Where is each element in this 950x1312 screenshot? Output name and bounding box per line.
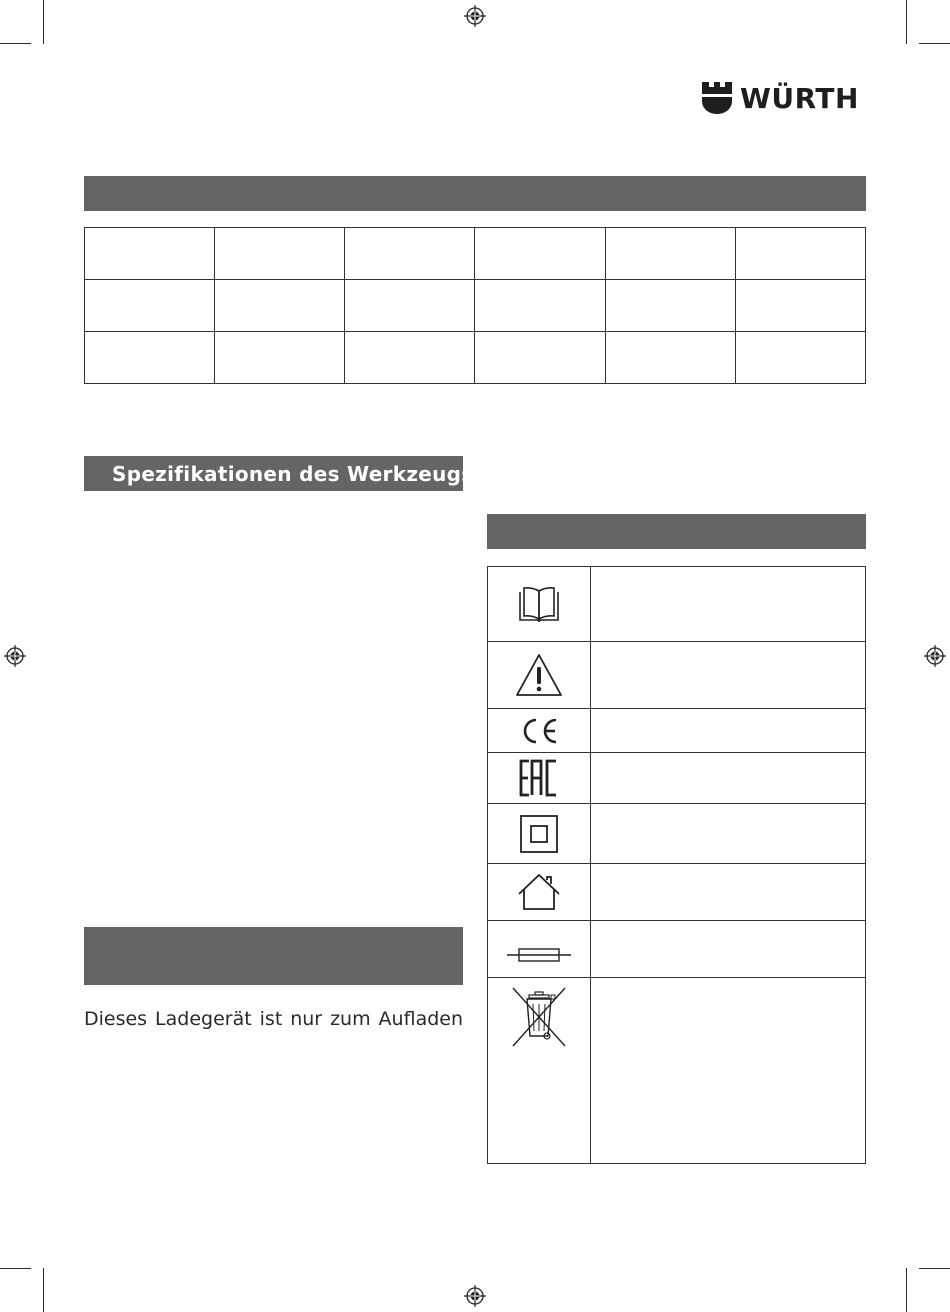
indoor-use-icon: [517, 872, 561, 912]
registration-mark-icon: [4, 645, 26, 667]
weee-crossed-bin-icon: [511, 986, 567, 1048]
table-cell: [475, 280, 605, 332]
table-row: [488, 864, 866, 921]
symbol-description: [591, 864, 866, 921]
tool-specs-heading: Spezifikationen des Werkzeugs: [112, 462, 474, 486]
symbol-description: [591, 978, 866, 1164]
tool-specs-heading-bar: [84, 456, 474, 491]
table-cell: [605, 228, 735, 280]
ce-mark-icon: [518, 716, 560, 746]
read-manual-icon: [516, 584, 562, 624]
table-row: [85, 280, 866, 332]
table-cell: [215, 228, 345, 280]
table-cell: [85, 280, 215, 332]
table-cell: [735, 332, 865, 384]
table-cell: [475, 332, 605, 384]
table-row: [488, 567, 866, 642]
table-cell: [735, 280, 865, 332]
registration-mark-icon: [464, 5, 486, 27]
table-row: [85, 228, 866, 280]
symbol-description: [591, 709, 866, 753]
section-heading-bar: [84, 176, 866, 211]
symbol-description: [591, 804, 866, 864]
crop-mark: [0, 43, 31, 44]
symbol-description: [591, 921, 866, 978]
table-cell: [735, 228, 865, 280]
warning-triangle-icon: [514, 652, 564, 698]
table-cell: [475, 228, 605, 280]
table-cell: [215, 280, 345, 332]
table-row: [488, 978, 866, 1164]
crop-mark: [906, 1268, 907, 1312]
table-row: [488, 753, 866, 804]
table-cell: [605, 280, 735, 332]
fuse-icon: [505, 944, 573, 966]
brand-logo: [700, 80, 868, 118]
table-row: [488, 921, 866, 978]
table-cell: [345, 228, 475, 280]
symbols-table: [487, 566, 866, 1164]
table-cell: [345, 280, 475, 332]
table-row: [85, 332, 866, 384]
double-insulation-icon: [519, 814, 559, 854]
crop-mark: [0, 1268, 31, 1269]
table-cell: [85, 228, 215, 280]
table-row: [488, 642, 866, 709]
table-row: [488, 804, 866, 864]
eac-mark-icon: [519, 758, 559, 798]
brand-name: WÜRTH: [740, 82, 859, 115]
crop-mark: [919, 43, 950, 44]
charger-heading-bar: [84, 927, 463, 985]
symbol-description: [591, 567, 866, 642]
table-row: [488, 709, 866, 753]
crop-mark: [919, 1268, 950, 1269]
crop-mark: [43, 1268, 44, 1312]
registration-mark-icon: [464, 1285, 486, 1307]
table-cell: [215, 332, 345, 384]
table-cell: [605, 332, 735, 384]
wurth-emblem-icon: [700, 80, 734, 116]
symbol-description: [591, 753, 866, 804]
table-cell: [345, 332, 475, 384]
registration-mark-icon: [924, 645, 946, 667]
crop-mark: [906, 0, 907, 44]
charger-paragraph: Dieses Ladegerät ist nur zum Aufladen: [84, 1008, 463, 1030]
spec-table: [84, 227, 866, 384]
table-cell: [85, 332, 215, 384]
symbol-description: [591, 642, 866, 709]
symbols-heading-bar: [487, 514, 866, 549]
crop-mark: [43, 0, 44, 44]
